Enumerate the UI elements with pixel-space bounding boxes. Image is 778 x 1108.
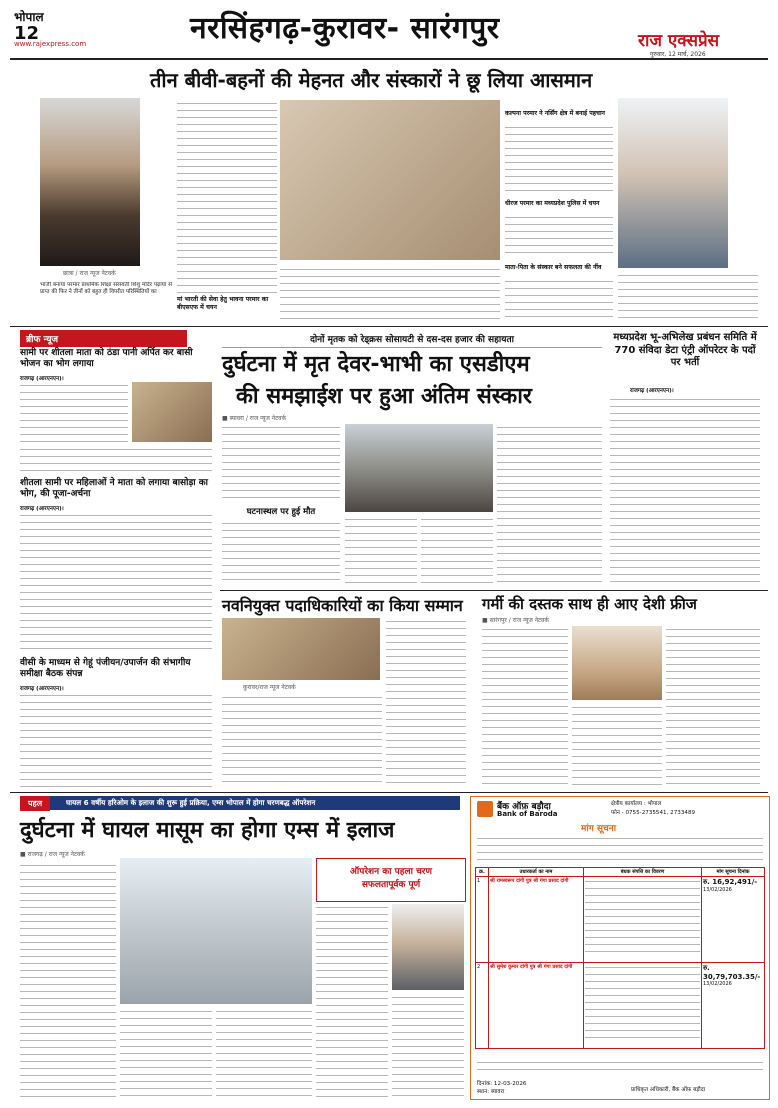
- date-line: गुरुवार, 12 मार्च, 2026: [650, 51, 706, 58]
- row-name: श्री रामस्वरूप दांगी पुत्र श्री गंगा प्रसाद दांगी: [489, 877, 584, 963]
- bottom-col5: [392, 994, 464, 1098]
- brief-story3-dateline: राजगढ़ (आरएनएन)।: [20, 686, 64, 692]
- mid-left-photo: [222, 618, 380, 680]
- mid-right-byline-text: सारंगपुर / राज न्यूज नेटवर्क: [489, 617, 549, 624]
- side-headline: मध्यप्रदेश भू-अभिलेख प्रबंधन समिति में 770 संविदा डेटा एंट्री ऑपरेटर के पदों पर भर्ती: [613, 332, 757, 368]
- notice-table: [475, 867, 765, 1049]
- mid-right-col3: [666, 626, 760, 788]
- lead-photo-nurse: [618, 98, 728, 268]
- lead-col2: [177, 100, 277, 294]
- lead-sub3: धीरज परमार का मध्यप्रदेश पुलिस में चयन: [505, 200, 600, 207]
- bottom-photo-hospital: [120, 858, 312, 1004]
- lead-col1: भाजी बनाया परमार प्राथमिक शिक्षा सरस्वती शिशु मंदिर पढ़ाया से प्राप्त की फिर ने तीनों को बहुत ही विपरीत परिस्थितियों का: [40, 282, 172, 296]
- lead-col5: [505, 214, 613, 256]
- lead-photo-caption: छात्रा / राज न्यूज नेटवर्क: [60, 268, 119, 278]
- brief-story2-head: शीतला सामी पर महिलाओं ने माता को लगाया बासोड़ा का भोग, की पूजा-अर्चना: [20, 478, 208, 499]
- main-col1b: [222, 520, 340, 586]
- brief-story1-head: सामी पर शीतला माता को ठंडा पानी अर्पित कर बासी भोजन का भोग लगाया: [20, 348, 193, 369]
- row-no: 1: [476, 877, 489, 963]
- main-col2: [345, 516, 417, 586]
- lead-sub4: माता-पिता के संस्कार बने सफलता की नींव: [505, 264, 602, 271]
- main-col3: [421, 516, 493, 586]
- mid-left-col2: [386, 618, 466, 788]
- main-kicker: दोनों मृतक को रेड्क्रस सोसायटी से दस-दस हजार की सहायता: [222, 332, 602, 348]
- bottom-byline: ■ राजगढ़ / राज न्यूज नेटवर्क: [20, 851, 85, 858]
- mid-left-col1: [222, 694, 382, 788]
- mid-right-headline: गर्मी की दस्तक साथ ही आए देशी फ्रीज: [482, 595, 697, 613]
- bank-logo-icon: [477, 801, 493, 817]
- main-byline-text: ब्यावरा / राज न्यूज नेटवर्क: [229, 415, 287, 422]
- bottom-rule: [10, 792, 768, 793]
- notice-table-head: [476, 868, 765, 877]
- row-amount-cell: [702, 963, 765, 1049]
- region-title: नरसिंहगढ़-कुरावर- सारंगपुर: [190, 11, 500, 46]
- row-property: [584, 963, 702, 1049]
- bank-phone: फोन - 0755-2735541, 2733489: [611, 810, 696, 816]
- notice-row: [476, 963, 765, 1049]
- mid-right-col1: [482, 626, 568, 788]
- header-rule: [10, 58, 768, 60]
- bank-office: क्षेत्रीय कार्यालय : भोपाल: [611, 801, 662, 807]
- row-date: 13/02/2026: [703, 887, 732, 893]
- row-no: 2: [476, 963, 489, 1049]
- th-property: बंधक संपत्ति का विवरण: [584, 868, 702, 877]
- notice-date: दिनांक: 12-03-2026: [477, 1081, 527, 1087]
- bottom-byline-text: राजगढ़ / राज न्यूज नेटवर्क: [27, 851, 85, 858]
- mid-right-col2: [572, 704, 662, 788]
- brief-story1-photo: [132, 382, 212, 442]
- bottom-col3: [216, 1008, 312, 1098]
- bottom-box: [316, 858, 466, 902]
- main-col1: [222, 424, 340, 502]
- side-body: [610, 396, 760, 586]
- row-name: श्री सुमेश कुमार दांगी पुत्र श्री गंगा प्रसाद दांगी: [489, 963, 584, 1049]
- lead-photo-family: [280, 100, 500, 260]
- lead-headline: तीन बीवी-बहनों की मेहनत और संस्कारों ने छू लिया आसमान: [150, 68, 593, 92]
- site-url[interactable]: www.rajexpress.com: [14, 40, 87, 48]
- side-dateline: राजगढ़ (आरएनएन)।: [630, 388, 674, 394]
- bank-name-en: Bank of Baroda: [497, 810, 558, 818]
- brief-story2-body: [20, 512, 212, 654]
- notice-footer-text: [477, 1059, 763, 1075]
- brief-story3-head: वीसी के माध्यम से गेहूं पंजीयन/उपार्जन की संभागीय समीक्षा बैठक संपन्न: [20, 658, 191, 679]
- mid-left-caption: कुरावर/राज न्यूज नेटवर्क: [240, 682, 299, 692]
- bottom-col4: [316, 904, 388, 1098]
- lead-col3: [280, 266, 500, 322]
- brief-story1-body: [20, 382, 128, 442]
- row-amount-cell: [702, 877, 765, 963]
- bottom-col2: [120, 1008, 212, 1098]
- brand-logo: राज एक्सप्रेस: [638, 31, 720, 51]
- notice-intro: [477, 835, 763, 863]
- main-subhead: घटनास्थल पर हुई मौत: [246, 507, 316, 517]
- bottom-band-text: घायल 6 वर्षीय हरिओम के इलाज की शुरू हुई प्रक्रिया, एम्स भोपाल में होगा चरणबद्ध ऑपरेशन: [66, 798, 316, 807]
- mid-right-photo-pots: [572, 626, 662, 700]
- bottom-headline: दुर्घटना में घायल मासूम का होगा एम्स में इलाज: [20, 818, 395, 843]
- notice-row: [476, 877, 765, 963]
- notice-title: मांग सूचना: [581, 824, 617, 834]
- main-byline: ■ ब्यावरा / राज न्यूज नेटवर्क: [222, 415, 287, 422]
- lead-sub1: मां भारती की सेवा हेतु भावना परमार का बीएसएफ में चयन: [177, 296, 269, 311]
- brief-story1-body2: [20, 446, 212, 472]
- brief-story3-body: [20, 692, 212, 788]
- lead-photo-cadet: [40, 98, 140, 266]
- notice-place: स्थान: ब्यावरा: [477, 1089, 505, 1095]
- main-photo-crowd: [345, 424, 493, 512]
- brief-story1-dateline: राजगढ़ (आरएनएन)।: [20, 376, 64, 382]
- bottom-box-title-2: सफलतापूर्वक पूर्ण: [361, 880, 421, 890]
- main-col4: [497, 424, 602, 586]
- bottom-col1: [20, 862, 116, 1098]
- row-property: [584, 877, 702, 963]
- mid-right-byline: ■ सारंगपुर / राज न्यूज नेटवर्क: [482, 617, 549, 624]
- bank-name-hi: बैंक ऑफ़ बड़ौदा: [497, 802, 551, 812]
- bottom-box-title-1: ऑपरेशन का पहला चरण: [350, 867, 432, 877]
- bank-notice: [470, 796, 770, 1100]
- main-headline-line2: की समझाईश पर हुआ अंतिम संस्कार: [236, 384, 532, 409]
- lead-col4: [505, 124, 613, 194]
- row-amount: रु. 30,79,703.35/-: [703, 964, 761, 981]
- main-headline-line1: दुर्घटना में मृत देवर-भाभी का एसडीएम: [222, 352, 530, 377]
- edition-label: [14, 8, 44, 43]
- brief-label: ब्रीफ न्यूज: [20, 330, 187, 347]
- row-date: 13/02/2026: [703, 981, 732, 987]
- mid-left-headline: नवनियुक्त पदाधिकारियों का किया सम्मान: [222, 596, 463, 615]
- th-name: उधारकर्ता का नाम: [489, 868, 584, 877]
- notice-officer: प्राधिकृत अधिकारी, बैंक ऑफ़ बड़ौदा: [631, 1087, 706, 1093]
- th-date: मांग सूचना दिनांक: [702, 868, 765, 877]
- brief-story2-dateline: राजगढ़ (आरएनएन)।: [20, 506, 64, 512]
- lead-sub2: कल्पना परमार ने नर्सिंग क्षेत्र में बनाई पहचान: [505, 110, 605, 117]
- page-number: 12: [14, 23, 40, 44]
- lead-rule: [10, 326, 768, 327]
- bottom-band-label: पहल: [20, 796, 50, 811]
- edition-name: भोपाल: [14, 10, 44, 24]
- mid-rule: [220, 590, 768, 591]
- bottom-photo-doctor: [392, 904, 464, 990]
- lead-col6: [505, 278, 613, 322]
- th-no: क्र.: [476, 868, 489, 877]
- row-amount: रु. 16,92,491/-: [703, 878, 758, 886]
- lead-col7: [618, 272, 758, 322]
